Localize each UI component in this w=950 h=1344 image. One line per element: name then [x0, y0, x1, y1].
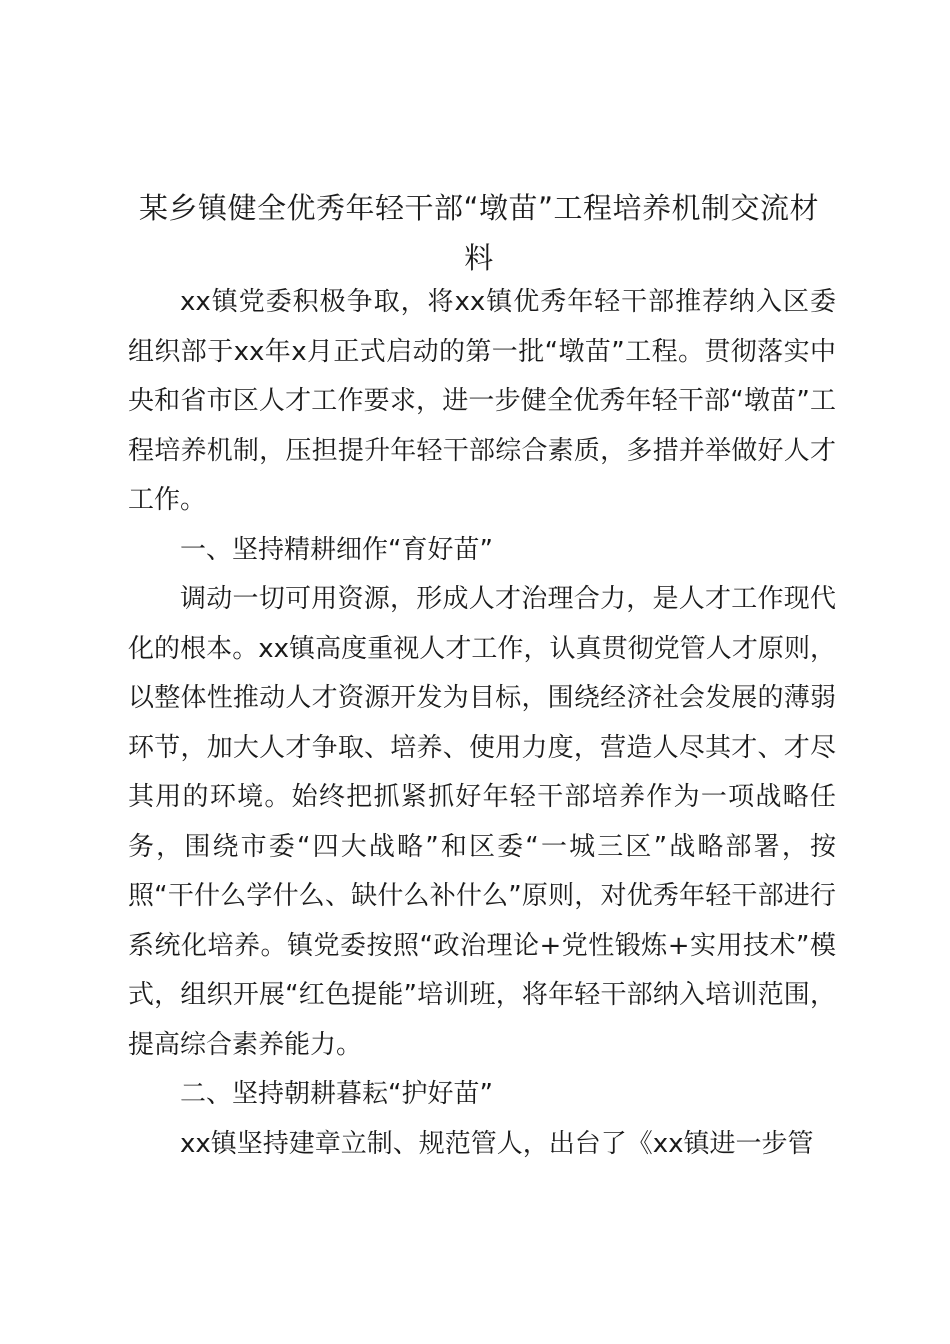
section-1-paragraph: 调动一切可用资源，形成人才治理合力，是人才工作现代化的根本。xx镇高度重视人才工作，认真贯彻党管人才原则，以整体性推动人才资源开发为目标，围绕经济社会发展的薄弱环节，加大人才争取、培养、使用力度，营造人尽其才、才尽其用的环境。始终把抓紧抓好年轻干部培养作为一项战略任务，围绕市委“四大战略”和区委“一城三区”战略部署，按照“干什么学什么、缺什么补什么”原则，对优秀年轻干部进行系统化培养。镇党委按照“政治理论+党性锻炼+实用技术”模式，组织开展“红色提能”培训班，将年轻干部纳入培训范围，提高综合素养能力。 [128, 584, 836, 1060]
intro-paragraph: xx镇党委积极争取，将xx镇优秀年轻干部推荐纳入区委组织部于xx年x月正式启动的第一批“墩苗”工程。贯彻落实中央和省市区人才工作要求，进一步健全优秀年轻干部“墩苗”工程培养机制，压担提升年轻干部综合素质，多措并举做好人才工作。 [128, 287, 836, 515]
document-body [128, 278, 836, 1169]
section-2-paragraph: xx镇坚持建章立制、规范管人，出台了《xx镇进一步管 [180, 1128, 814, 1159]
document-title: 某乡镇健全优秀年轻干部“墩苗”工程培养机制交流材料 [138, 191, 820, 275]
section-heading-2: 二、坚持朝耕暮耘“护好苗” [180, 1079, 493, 1109]
section-heading-1: 一、坚持精耕细作“育好苗” [180, 534, 493, 565]
